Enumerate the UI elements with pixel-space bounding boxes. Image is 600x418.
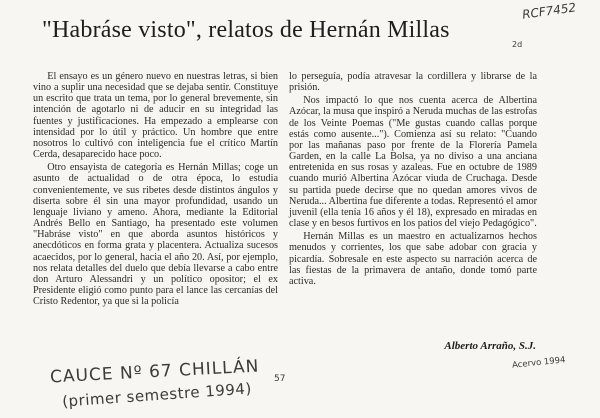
- call-number-stamp: RCF7452: [521, 0, 577, 22]
- handwritten-accession-note: Acervo 1994: [511, 355, 567, 371]
- page-mark: 2d: [512, 40, 523, 49]
- paragraph: El ensayo es un género nuevo en nuestras letras, si bien vino a suplir una necesidad que se dejaba sentir. Constituye un escrito que trata un tema, por lo general brevemente, sin intención de agotarlo ni de aducir en su integridad las fuentes y justificaciones. Ha empezado a emplearse con intensidad por lo útil y práctico. Un hombre que entre nosotros lo cultivó con inteligencia fue el crítico Martín Cerda, desaparecido hace poco.: [33, 71, 278, 161]
- article-title: "Habráse visto", relatos de Hernán Millas: [42, 17, 450, 43]
- handwritten-source-note: CAUCE Nº 67 CHILLÁN: [49, 356, 260, 388]
- paragraph: lo perseguía, podía atravesar la cordillera y librarse de la prisión.: [289, 71, 537, 94]
- paragraph: Hernán Millas es un maestro en actualizarnos hechos menudos y corrientes, los que sabe adobar con gracia y picardía. Sobresale en este aspecto su narración acerca de las fiestas de la primavera de antaño, donde tomó parte activa.: [289, 231, 537, 287]
- left-column: [33, 71, 278, 307]
- author-signature: Alberto Arraño, S.J.: [444, 340, 536, 352]
- paragraph: Otro ensayista de categoría es Hernán Millas; coge un asunto de actualidad o de otra época, lo estudia convenientemente, ve sus ribetes desde distintos ángulos y diserta sobre él sin una mayor profundidad, usando un lenguaje liviano y ameno. Ahora, mediante la Editorial Andrés Bello en Santiago, ha presentado este volumen "Habráse visto" en que aborda asuntos históricos y anecdóticos en forma grata y placentera. Actualiza sucesos acaecidos, por lo general, hacia el año 20. Así, por ejemplo, nos relata detalles del duelo que debía llevarse a cabo entre don Arturo Alessandri y un político opositor; el ex Presidente eligió como punto para el lance las cercanías del Cristo Redentor, ya que si la policía: [33, 162, 278, 308]
- right-column: [289, 71, 537, 287]
- handwritten-date-note: (primer semestre 1994): [61, 379, 253, 411]
- page-number: 57: [274, 374, 286, 384]
- paragraph: Nos impactó lo que nos cuenta acerca de Albertina Azócar, la musa que inspiró a Neruda muchas de las estrofas de los Veinte Poemas ("Me gustas cuando callas porque estás como ausente..."). Comienza así su relato: "Cuando por las mañanas paso por frente de la Florería Pamela Garden, en la calle La Bolsa, ya no diviso a una anciana entretenida en sus rosas y azaleas. Fue en octubre de 1989 cuando murió Albertina Azócar viuda de Cruchaga. Desde su partida puede decirse que no quedan amores vivos de Neruda... Albertina fue diferente a todas. Representó el amor juvenil (ella tenía 16 años y él 18), expresado en miradas en clase y en besos furtivos en los patios del viejo Pedagógico".: [289, 95, 537, 230]
